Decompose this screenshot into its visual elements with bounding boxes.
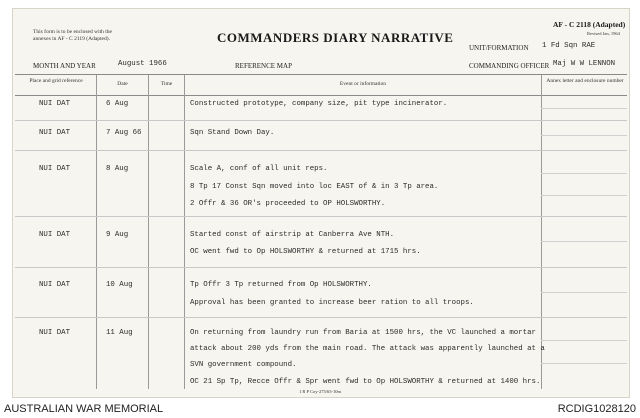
entry-line: OC 21 Sp Tp, Recce Offr & Spr went fwd to Op HOLSWORTHY & returned at 1400 hrs. [190,378,541,386]
entry-line: Sqn Stand Down Day. [190,129,275,137]
table-top-rule [15,74,627,75]
month-label: MONTH AND YEAR [33,62,96,70]
reference-map-label: REFERENCE MAP [235,62,292,70]
entry-place: NUI DAT [39,165,71,173]
instruction-line-1: This form is to be enclosed with the [33,29,112,35]
entry-date: 8 Aug [106,165,129,173]
column-header-event: Event or information [339,81,387,87]
entry-line: Tp Offr 3 Tp returned from Op HOLSWORTHY. [190,281,372,289]
entry-line: Constructed prototype, company size, pit type incinerator. [190,100,448,108]
entry-line: OC went fwd to Op HOLSWORTHY & returned at 1715 hrs. [190,248,421,256]
entry-line: attack about 200 yds from the main road. The attack was apparently launched at a [190,345,545,353]
annex-rule [541,173,627,174]
column-divider [541,75,542,389]
entry-date: 7 Aug 66 [106,129,142,137]
entry-line: Scale A, conf of all unit reps. [190,165,328,173]
entry-place: NUI DAT [39,129,71,137]
entry-place: NUI DAT [39,329,71,337]
entry-line: 8 Tp 17 Const Sqn moved into loc EAST of & in 3 Tp area. [190,183,439,191]
page-title: COMMANDERS DIARY NARRATIVE [217,30,454,45]
row-separator [15,120,627,121]
archive-credit: AUSTRALIAN WAR MEMORIAL [4,403,164,415]
entry-line: SVN government compound. [190,361,297,369]
row-separator [15,267,627,268]
annex-rule [541,195,627,196]
table-header-rule [15,95,627,96]
entry-date: 11 Aug [106,329,133,337]
row-separator [15,317,627,318]
instruction-line-2: annexes in AF - C 2119 (Adapted). [33,36,110,42]
month-value: August 1966 [118,60,167,68]
entry-line: Started const of airstrip at Canberra Ave NTH. [190,231,395,239]
annex-rule [541,108,627,109]
entry-place: NUI DAT [39,231,71,239]
unit-value: 1 Fd Sqn RAE [542,42,596,50]
column-divider [96,75,97,389]
row-separator [15,216,627,217]
annex-rule [541,135,627,136]
annex-rule [541,292,627,293]
entry-date: 10 Aug [106,281,133,289]
column-header-time: Time [160,81,173,87]
column-header-annex: Annex letter and enclosure number [546,78,624,84]
archive-reference: RCDIG1028120 [557,403,636,415]
entry-line: On returning from laundry run from Baria at 1500 hrs, the VC launched a mortar [190,329,536,337]
form-revision: Revised Jan, 1964 [587,31,620,36]
entry-place: NUI DAT [39,281,71,289]
commanding-officer-label: COMMANDING OFFICER [469,62,550,70]
diary-sheet [12,8,630,398]
entry-line: Approval has been granted to increase beer ration to all troops. [190,299,474,307]
column-divider [184,75,185,389]
column-divider [148,75,149,389]
form-number: AF - C 2118 (Adapted) [553,20,626,29]
annex-rule [541,340,627,341]
column-header-place: Place and grid reference [29,78,83,84]
annex-rule [541,241,627,242]
entry-date: 9 Aug [106,231,129,239]
print-line: 1 R P Coy-275/65-10m [299,389,341,394]
entry-place: NUI DAT [39,100,71,108]
entry-date: 6 Aug [106,100,129,108]
unit-label: UNIT/FORMATION [469,44,529,52]
annex-rule [541,363,627,364]
row-separator [15,150,627,151]
commanding-officer-value: Maj W W LENNON [553,60,616,68]
column-header-date: Date [117,81,128,87]
entry-line: 2 Offr & 36 OR's proceeded to OP HOLSWORTHY. [190,200,386,208]
